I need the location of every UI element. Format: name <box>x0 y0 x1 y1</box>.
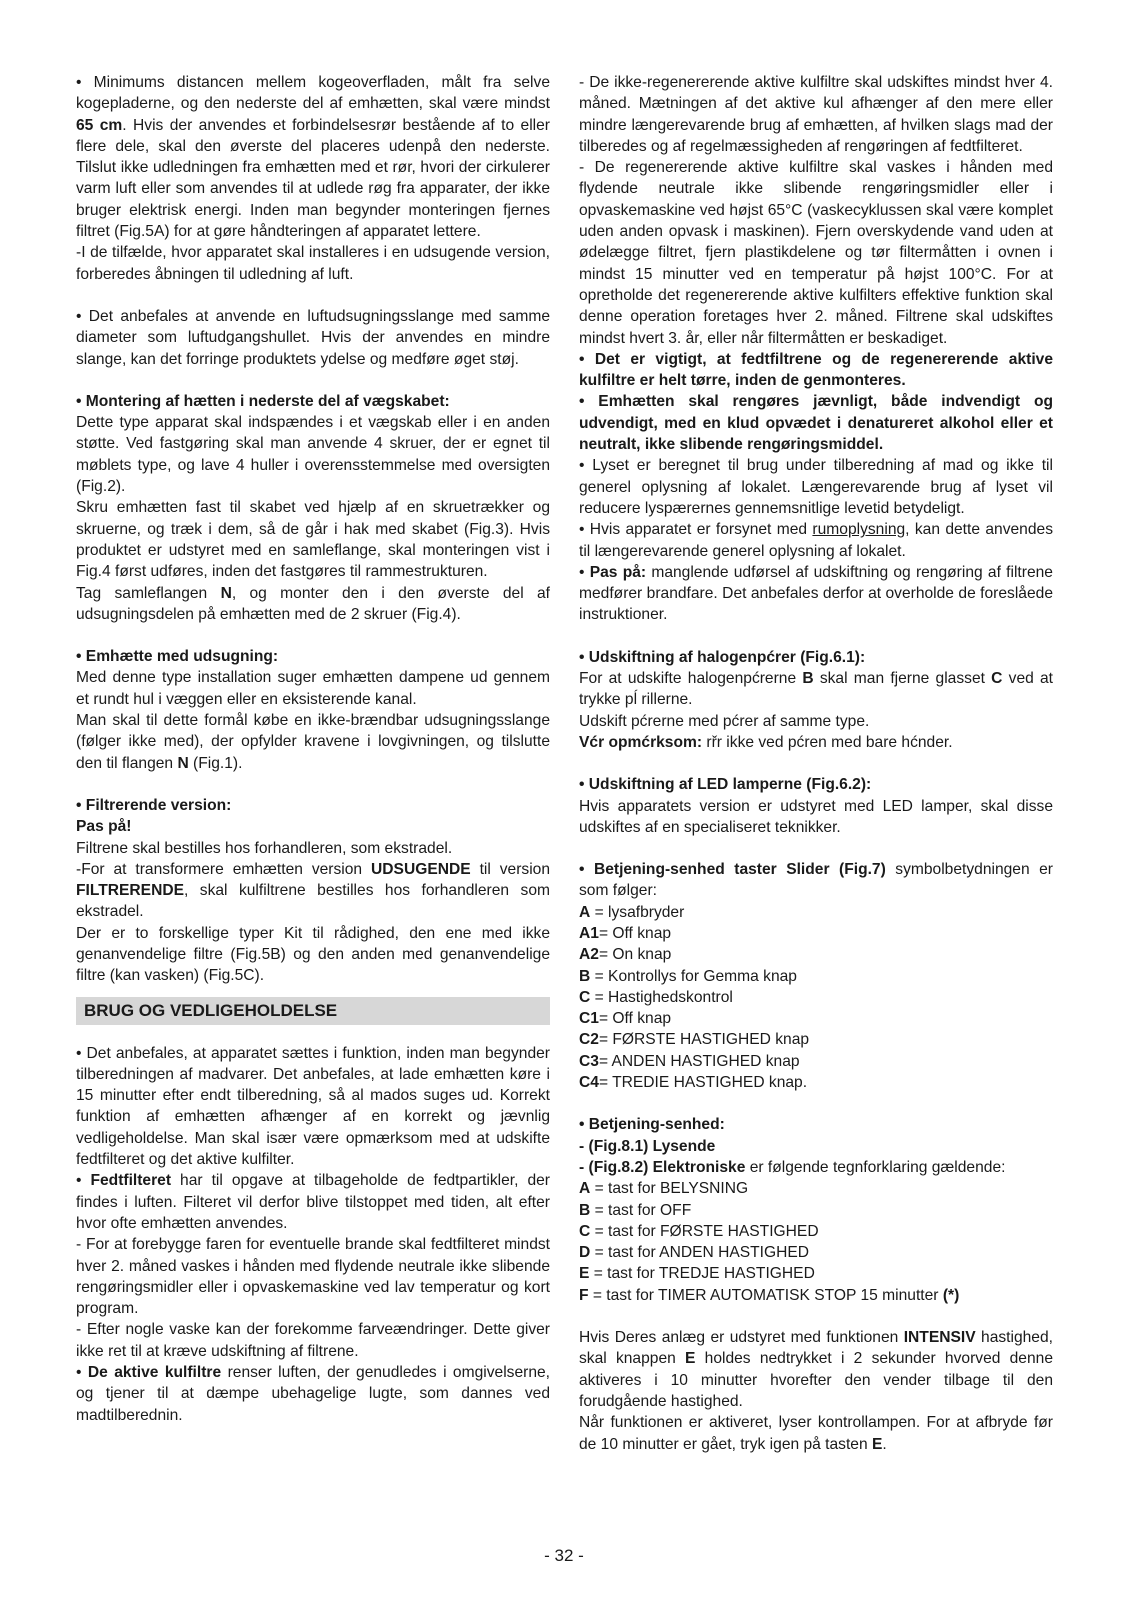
paragraph-exhaust-1: Med denne type installation suger emhætten dampene ud gennem et rundt hul i væggen eller en eksisterende kanal. <box>76 669 550 708</box>
paragraph-clean-hood: • Emhætten skal rengøres jævnligt, både indvendigt og udvendigt, med en klud opvædet i denatureret alkohol eller et neutralt, ikke slibende rengøringsmiddel. <box>579 393 1053 454</box>
legend-item: B = Kontrollys for Gemma knap <box>579 967 797 985</box>
paragraph-dry-filters: • Det er vigtigt, at fedtfiltrene og de regenererende aktive kulfiltre er helt tørre, inden de genmonteres. <box>579 350 1053 390</box>
paragraph-room-lighting: • Hvis apparatet er forsynet med rumoplysning, kan dette anvendes til længerevarende generel oplysning af lokalet. <box>579 521 1053 560</box>
paragraph-hose-advice: • Det anbefales at anvende en luftudsugningsslange med samme diameter som luftudgangshullet. Hvis der anvendes en mindre slange, kan det forringe produktets ydelse og medføre øget støj. <box>76 307 550 368</box>
paragraph-min-distance: • Minimums distancen mellem kogeoverfladen, målt fra selve kogepladerne, og den nederste del af emhætten, skal være mindst 65 cm. Hvis der anvendes et forbindelsesrør bestående af to eller flere dele, skal den øverste del placeres udenpå den nederste. Tilslut ikke udledningen fra emhætten med et rør, hvori der cirkulerer varm luft eller som anvendes til at udlede røg fra apparater, der ikke bruger elektrisk energi. Inden man begynder monteringen fjernes filtret (Fig.5A) for at gøre håndteringen af apparatet lettere. <box>76 74 550 241</box>
paragraph-mounting-2: Skru emhætten fast til skabet ved hjælp af en skruetrækker og skruerne, og træk i dem, så de går i hak med skabet (Fig.3). Hvis produktet er udstyret med en samleflange, skal monteringen vist i Fig.4 først udføres, inden det fastgøres til rammestrukturen. <box>76 499 550 581</box>
legend-item: C1= Off knap <box>579 1010 672 1028</box>
paragraph-intensiv-stop: Når funktionen er aktiveret, lyser kontrollampen. For at afbryde før de 10 minutter er gået, tryk igen på tasten E. <box>579 1414 1053 1453</box>
heading-led: • Udskiftning af LED lamperne (Fig.6.2): <box>579 776 872 794</box>
legend-item: C = tast for FØRSTE HASTIGHED <box>579 1222 819 1240</box>
paragraph-non-regen-filters: - De ikke-regenererende aktive kulfiltre skal udskiftes mindst hver 4. måned. Mætningen af det aktive kul afhænger af den mere eller mindre længerevarende brug af emhætten, af hvilken slags mad der tilberedes og af regelmæssigheden af rengøringen af fedtfilteret. <box>579 74 1053 155</box>
paragraph-exhaust-2: Man skal til dette formål købe en ikke-brændbar udsugningsslange (følger ikke med), der opfylder kravene i lovgivningen, og tilslutte den til flangen N (Fig.1). <box>76 712 550 772</box>
legend-item: A = tast for BELYSNING <box>579 1180 749 1198</box>
section-heading-use-maintenance: BRUG OG VEDLIGEHOLDELSE <box>76 997 550 1025</box>
paragraph-halogen-1: For at udskifte halogenpćrerne B skal man fjerne glasset C ved at trykke pĺ rillerne. <box>579 670 1054 709</box>
paragraph-fire-warning: • Pas på: manglende udførsel af udskiftning og rengøring af filtrene medfører brandfare. Det anbefales derfor at overholde de foreslåede instruktioner. <box>579 563 1053 624</box>
paragraph-filter-2: -For at transformere emhætten version UDSUGENDE til version FILTRERENDE, skal kulfiltrene bestilles hos forhandleren som ekstradel. <box>76 860 551 921</box>
paragraph-halogen-3: Vćr opmćrksom: rřr ikke ved pćren med bare hćnder. <box>579 733 953 751</box>
control-fig82: - (Fig.8.2) Elektroniske er følgende tegnforklaring gældende: <box>579 1158 1006 1176</box>
paragraph-grease-filter: • Fedtfilteret har til opgave at tilbageholde de fedtpartikler, der findes i luften. Filteret vil derfor blive tilstoppet med tiden, alt efter hvor ofte emhætten anvendes. <box>76 1172 550 1232</box>
paragraph-light-usage: • Lyset er beregnet til brug under tilberedning af mad og ikke til generel oplysning af lokalet. Længerevarende brug af lyset vil reducere lyspærernes gennemsnitlige levetid betydeligt. <box>579 457 1053 517</box>
legend-item: A1= Off knap <box>579 924 672 942</box>
paragraph-discoloration: - Efter nogle vaske kan der forekomme farveændringer. Dette giver ikke ret til at kræve udskiftning af filtrene. <box>76 1321 550 1360</box>
paragraph-intensiv: Hvis Deres anlæg er udstyret med funktionen INTENSIV hastighed, skal knappen E holdes nedtrykket i 2 sekunder hvorved denne aktiveres i 10 minutter hvorefter den vender tilbage til den forudgående hastighed. <box>579 1329 1053 1410</box>
legend-item: B = tast for OFF <box>579 1201 692 1219</box>
legend-item: D = tast for ANDEN HASTIGHED <box>579 1244 810 1262</box>
legend-item: F = tast for TIMER AUTOMATISK STOP 15 minutter (*) <box>579 1286 960 1304</box>
paragraph-fire-prevention: - For at forebygge faren for eventuelle brande skal fedtfilteret mindst hver 2. måned vaskes i hånden med flydende neutrale ikke slibende rengøringsmidler eller i opvaskemaskine ved lav temperatur og kort program. <box>76 1236 550 1318</box>
paragraph-use-1: • Det anbefales, at apparatet sættes i funktion, inden man begynder tilberedningen af madvarer. Det anbefales, at lade emhætten køre i 15 minutter efter endt tilberedning, så al mados suges ud. Korrekt funktion af emhætten afhænger af en korrekt og jævnlig vedligeholdelse. Man skal især være opmærksom med at udskifte fedtfilteret og det aktive kulfilter. <box>76 1044 550 1169</box>
heading-halogen: • Udskiftning af halogenpćrer (Fig.6.1): <box>579 648 866 666</box>
slider-legend-list <box>579 902 1053 1094</box>
right-column <box>579 72 1053 1455</box>
legend-item: E = tast for TREDJE HASTIGHED <box>579 1265 815 1283</box>
legend-item: A2= On knap <box>579 946 672 964</box>
paragraph-carbon-filters: • De aktive kulfiltre renser luften, der genudledes i omgivelserne, og tjener til at dæmpe ubehagelige lugte, som dannes ved madtilberednin. <box>76 1364 551 1424</box>
heading-filter-version: • Filtrerende version: <box>76 796 232 814</box>
page-number: - 32 - <box>544 1546 584 1565</box>
heading-exhaust: • Emhætte med udsugning: <box>76 648 279 666</box>
legend-item: C = Hastighedskontrol <box>579 988 733 1006</box>
legend-item: C3= ANDEN HASTIGHED knap <box>579 1052 800 1070</box>
legend-item: A = lysafbryder <box>579 903 685 921</box>
left-column <box>76 72 550 1426</box>
paragraph-regen-filters: - De regenererende aktive kulfiltre skal vaskes i hånden med flydende neutrale ikke slibende rengøringsmidler eller i opvaskemaskine ved højst 65°C (vaskecyklussen skal være komplet uden anden opvask i maskinen). Fjern overskydende vand uden at ødelægge filtret, fjern plastikdelene og tør filtermåtten i ovnen i mindst 15 minutter ved en temperatur på højst 100°C. For at opretholde det regenererende aktive kulfilters effektive funktion skal denne operation foretages hver 2. måned. Filtrene skal udskiftes mindst hvert 3. år, eller når filtermåtten er beskadiget. <box>579 159 1053 347</box>
heading-mounting: • Montering af hætten i nederste del af vægskabet: <box>76 392 450 410</box>
control-legend-list <box>579 1178 1053 1306</box>
legend-item: C4= TREDIE HASTIGHED knap. <box>579 1074 808 1092</box>
subheading-warning: Pas på! <box>76 818 132 836</box>
paragraph-filter-3: Der er to forskellige typer Kit til rådighed, den ene med ikke genanvendelige filtre (Fig.5B) og den anden med genanvendelige filtre (kan vasken) (Fig.5C). <box>76 924 550 985</box>
legend-item: C2= FØRSTE HASTIGHED knap <box>579 1031 810 1049</box>
paragraph-mounting-3: Tag samleflangen N, og monter den i den øverste del af udsugningsdelen på emhætten med de 2 skruer (Fig.4). <box>76 584 550 623</box>
paragraph-mounting-1: Dette type apparat skal indspændes i et vægskab eller i en anden støtte. Ved fastgøring skal man anvende 4 skruer, der er egnet til møblets type, og lave 4 huller i overensstemmelse med oversigten (Fig.2). <box>76 414 550 496</box>
control-fig81: - (Fig.8.1) Lysende <box>579 1137 716 1155</box>
paragraph-led: Hvis apparatets version er udstyret med LED lamper, skal disse udskiftes af en specialiseret teknikker. <box>579 797 1053 836</box>
paragraph-slider-intro: • Betjening-senhed taster Slider (Fig.7) symbolbetydningen er som følger: <box>579 861 1053 900</box>
paragraph-exhaust-prep: -I de tilfælde, hvor apparatet skal installeres i en udsugende version, forberedes åbningen til udledning af luft. <box>76 244 550 283</box>
paragraph-filter-1: Filtrene skal bestilles hos forhandleren, som ekstradel. <box>76 839 453 857</box>
paragraph-halogen-2: Udskift pćrerne med pćrer af samme type. <box>579 712 870 730</box>
heading-control-unit: • Betjening-senhed: <box>579 1116 725 1134</box>
